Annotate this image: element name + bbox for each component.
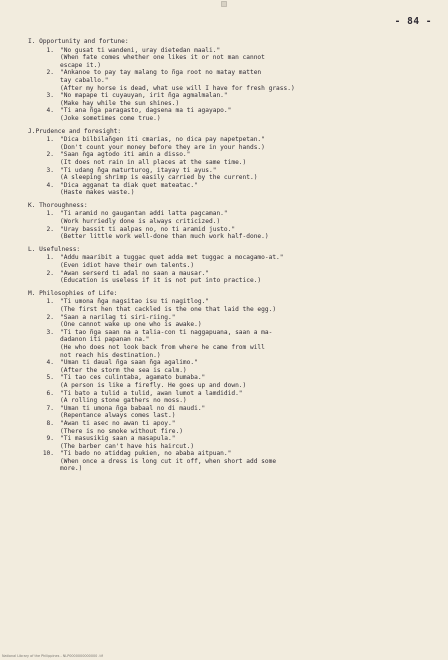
proverb-item (28, 210, 436, 225)
proverb-item (28, 435, 436, 450)
item-text (60, 450, 436, 473)
item-number: 4. (46, 359, 54, 367)
proverb-section (28, 202, 436, 241)
text-line: (The first hen that cackled is the one that laid the egg.) (60, 306, 277, 313)
proverb-item (28, 329, 436, 359)
proverb-item (28, 226, 436, 241)
item-text (60, 359, 436, 374)
text-line: "Dica agganat ta diak quet mateatac." (60, 181, 198, 189)
proverb-item (28, 47, 436, 70)
item-text (60, 270, 436, 285)
text-line: "Ti ana ñga paragasto, dagsena ma ti agayapo." (60, 107, 232, 115)
proverb-item (28, 69, 436, 84)
proverb-item (28, 136, 436, 151)
text-line: "Ti udang ñga maturturog, itayay ti ayus." (60, 166, 217, 174)
item-number: 4. (46, 181, 54, 189)
proverb-item (28, 450, 436, 473)
text-line: (A rolling stone gathers no moss.) (60, 397, 187, 405)
item-number: 3. (46, 92, 54, 100)
text-line: escape it.) (60, 61, 101, 69)
item-text (60, 254, 436, 269)
item-text (60, 374, 436, 389)
text-line: "Uman ti umona ñga babaal no di maudi." (60, 404, 206, 412)
text-line: "Uman ti daual ñga saan ñga agalimo." (60, 359, 198, 367)
text-line: "Ti masusikig saan a masapula." (60, 435, 176, 443)
item-number: 2. (46, 69, 54, 77)
item-number: 1. (46, 210, 54, 218)
proverb-section (28, 128, 436, 197)
item-text (60, 107, 436, 122)
proverb-item (28, 254, 436, 269)
item-text (60, 167, 436, 182)
page-number: - 84 - (394, 16, 432, 27)
text-line: (One cannot wake up one who is awake.) (60, 321, 202, 329)
proverb-section (28, 290, 436, 473)
item-text (60, 69, 436, 84)
item-text (60, 182, 436, 197)
item-text (60, 314, 436, 329)
item-number: 4. (46, 107, 54, 115)
item-text (60, 85, 436, 93)
item-number: 10. (42, 450, 54, 458)
item-number: 1. (46, 254, 54, 262)
text-line: (A sleeping shrimp is easily carried by the current.) (60, 174, 258, 182)
text-line: dadanon iti papanan na." (60, 336, 150, 344)
text-line: "Awan serserd ti adal no saan a mausar." (60, 269, 210, 277)
item-number: 8. (46, 419, 54, 427)
section-heading: M. Philosophies of Life: (28, 289, 118, 297)
proverb-item (28, 314, 436, 329)
item-text (60, 435, 436, 450)
text-line: "Ti tao ces culintaba, agamato bumaba." (60, 374, 206, 382)
item-number: 1. (46, 46, 54, 54)
text-line: "Ti bato a tulid a tulid, awan lumot a lamdidid." (60, 389, 243, 397)
text-line: (He who does not look back from where he came from will (60, 343, 265, 351)
text-line: (Even idiot have their own talents.) (60, 262, 195, 270)
proverb-item (28, 359, 436, 374)
proverb-item (28, 420, 436, 435)
text-line: (Joke sometimes come true.) (60, 114, 161, 122)
text-line: (The barber can't have his haircut.) (60, 442, 195, 450)
item-number: 2. (46, 151, 54, 159)
text-line: "Ti aramid no gaugantan addi latta pagcaman." (60, 210, 228, 218)
section-heading: I. Opportunity and fortune: (28, 38, 129, 45)
item-text (60, 136, 436, 151)
text-line: "Uray bassit ti aalpas no, no ti aramid justo." (60, 225, 236, 233)
text-line: (After my horse is dead, what use will I have for fresh grass.) (60, 84, 295, 92)
item-text (60, 47, 436, 70)
proverb-item (28, 92, 436, 107)
text-line: (It does not rain in all places at the same time.) (60, 158, 247, 166)
proverb-item (28, 298, 436, 313)
text-line: tay caballo." (60, 76, 109, 84)
proverb-item (28, 374, 436, 389)
text-line: (Work hurriedly done is always criticized.) (60, 218, 221, 226)
text-line: "Saan ñga agtodo iti amin a disso." (60, 151, 191, 159)
proverb-item (28, 405, 436, 420)
item-text (60, 329, 436, 359)
proverbs-content (28, 38, 436, 478)
text-line: (Education is useless if it is not put into practice.) (60, 277, 262, 285)
text-line: "Ti umona ñga nagsitao isu ti nagitlog." (60, 298, 210, 306)
item-number: 3. (46, 328, 54, 336)
text-line: (After the storm the sea is calm.) (60, 366, 187, 374)
binding-mark (221, 1, 227, 7)
proverb-item (28, 167, 436, 182)
item-number: 2. (46, 313, 54, 321)
item-text (60, 298, 436, 313)
item-number: 2. (46, 269, 54, 277)
item-number (28, 85, 60, 93)
proverb-item (28, 270, 436, 285)
item-number: 1. (46, 136, 54, 144)
item-number: 7. (46, 404, 54, 412)
text-line: "Saan a narilag ti siri-riing." (60, 313, 176, 321)
section-heading: K. Thoroughness: (28, 201, 88, 209)
text-line: "Ankanoe to pay tay malang to ñga root no matay matten (60, 69, 262, 77)
proverb-item (28, 107, 436, 122)
text-line: (When once a dress is long cut it off, when short add some (60, 457, 277, 465)
text-line: "Ti tao ñga saan na a talia-con ti naggapuana, saan a ma- (60, 328, 273, 336)
text-line: (Haste makes waste.) (60, 189, 135, 197)
text-line: "Awan ti asec no awan ti apoy." (60, 419, 176, 427)
text-line: (Better little work well-done than much work half-done.) (60, 233, 269, 241)
item-text (60, 405, 436, 420)
proverb-item (28, 85, 436, 93)
archive-footer: National Library of the Philippines - NLP0000000000000 .tif (2, 654, 103, 658)
item-number: 3. (46, 166, 54, 174)
item-text (60, 390, 436, 405)
item-text (60, 210, 436, 225)
text-line: (Make hay while the sun shines.) (60, 99, 180, 107)
text-line: (Repentance always comes last.) (60, 412, 176, 420)
text-line: more.) (60, 465, 83, 473)
proverb-item (28, 182, 436, 197)
text-line: (Don't count your money before they are in your hands.) (60, 143, 265, 151)
text-line: "Ti bado no atiddag pukien, no ababa aitpuan." (60, 450, 232, 458)
proverb-section (28, 246, 436, 285)
section-heading: L. Usefulness: (28, 245, 81, 253)
item-number: 9. (46, 435, 54, 443)
text-line: (There is no smoke without fire.) (60, 427, 183, 435)
item-number: 6. (46, 389, 54, 397)
item-number: 2. (46, 225, 54, 233)
proverb-item (28, 151, 436, 166)
item-text (60, 92, 436, 107)
item-text (60, 151, 436, 166)
text-line: "No gusat ti wandeni, uray dietedan maali." (60, 46, 221, 54)
item-number: 5. (46, 374, 54, 382)
proverb-item (28, 390, 436, 405)
text-line: (A person is like a firefly. He goes up and down.) (60, 381, 247, 389)
text-line: "Dica bilbilañgen iti cmarias, no dica pay napetpetan." (60, 136, 265, 144)
text-line: "Addu maaribit a tuggac quet adda met tuggac a mocagamo-at." (60, 254, 284, 262)
text-line: (When fate comes whether one likes it or not man cannot (60, 54, 265, 62)
text-line: not reach his destination.) (60, 351, 161, 359)
item-text (60, 226, 436, 241)
proverb-section (28, 38, 436, 123)
text-line: "No mapape ti cuyauyan, irit ñga agmalmalan." (60, 92, 228, 100)
item-number: 1. (46, 298, 54, 306)
section-heading: J.Prudence and foresight: (28, 127, 122, 135)
item-text (60, 420, 436, 435)
